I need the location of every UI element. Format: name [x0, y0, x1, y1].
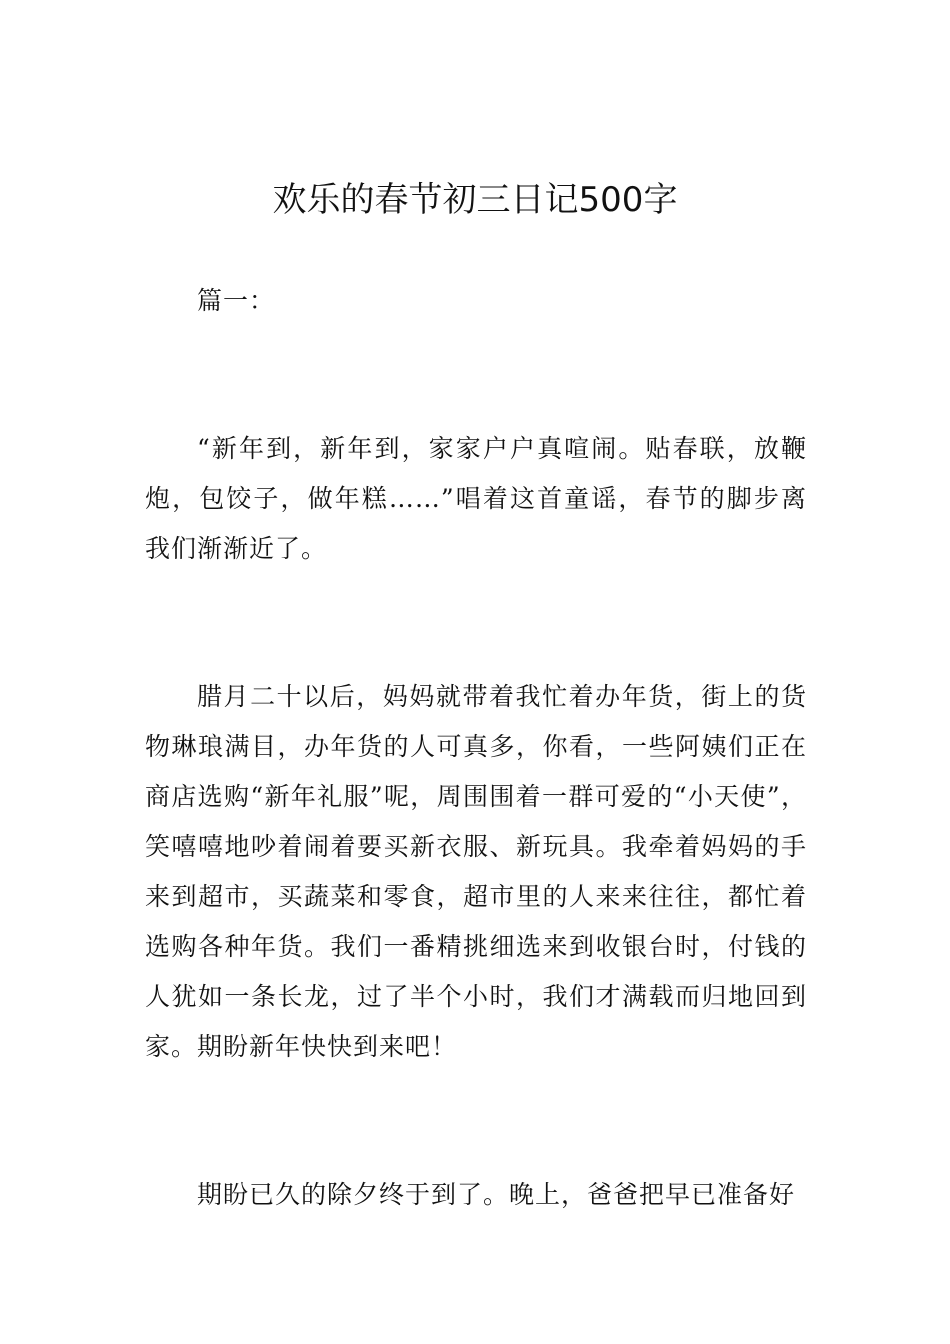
paragraph-2: 腊月二十以后，妈妈就带着我忙着办年货，街上的货物琳琅满目，办年货的人可真多，你看，一些阿姨们正在商店选购“新年礼服”呢，周围围着一群可爱的“小天使”，笑嘻嘻地吵着闹着要买新衣服、新玩具。我牵着妈妈的手来到超市，买蔬菜和零食，超市里的人来来往往，都忙着选购各种年货。我们一番精挑细选来到收银台时，付钱的人犹如一条长龙，过了半个小时，我们才满载而归地回到家。期盼新年快快到来吧！ — [145, 682, 807, 1061]
section-label: 篇一： — [197, 286, 276, 315]
paragraph-3: 期盼已久的除夕终于到了。晚上，爸爸把早已准备好 — [197, 1180, 796, 1209]
paragraph-1: “新年到，新年到，家家户户真喧闹。贴春联，放鞭炮，包饺子，做年糕……”唱着这首童谣，春节的脚步离我们渐渐近了。 — [145, 434, 807, 563]
document-title: 欢乐的春节初三日记500字 — [272, 180, 678, 220]
